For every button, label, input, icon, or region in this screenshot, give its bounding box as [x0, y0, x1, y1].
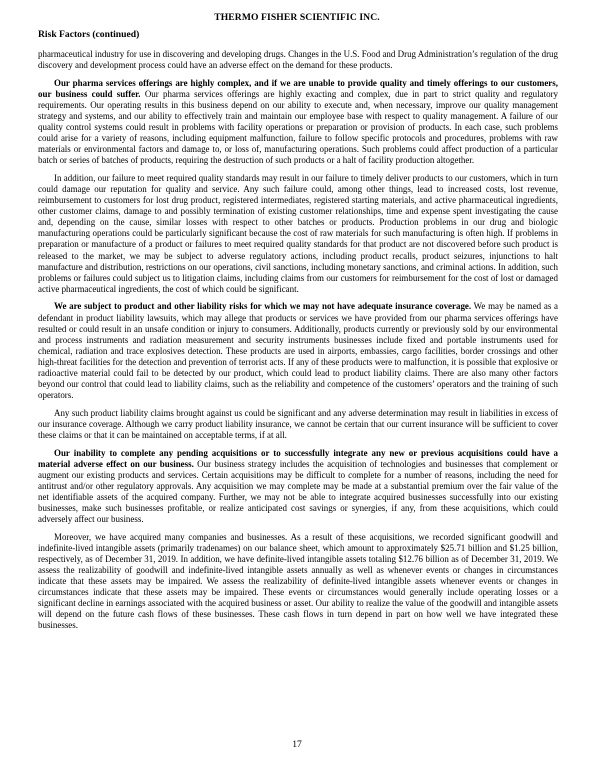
paragraph-text: Our business strategy includes the acquisition of technologies and businesses that complement or augment our existing products and services. Certain acquisitions may be difficult to complete for a number of reasons, including the need for antitrust and/or other regulatory approvals. Any acquisition we may complete may be made at a substantial premium over the fair value of the net identifiable assets of the acquired company. Further, we may not be able to integrate acquired businesses successfully into our existing businesses, make such businesses profitable, or realize anticipated cost savings or synergies, if any, from these acquisitions, which could adversely affect our business.: [38, 458, 559, 525]
document-body: [38, 49, 558, 638]
page-number: 17: [292, 739, 302, 750]
paragraph-heading: Our inability to complete any pending acquisitions or to successfully integrate any new or previous acquisitions could have a material adverse effect on our business.: [38, 447, 558, 469]
paragraph-text: Any such product liability claims brought against us could be significant and any adverse determination may result in liabilities in excess of our insurance coverage. Although we carry product liability insurance, we cannot be certain that our current insurance will be sufficient to cover these claims or that it can be maintained on acceptable terms, if at all.: [38, 407, 558, 440]
paragraph-text: In addition, our failure to meet required quality standards may result in our failure to timely deliver products to our customers, which in turn could damage our reputation for quality and service. Any such failure could, among other things, lead to increased costs, lost revenue, reimbursement to customers for lost drug product, registered intermediates, registered starting materials, and active pharmaceutical ingredients, other customer claims, damage to and possibly termination of existing customer relationships, time and expense spent investigating the cause and, depending on the cause, similar losses with respect to other batches or products. Production problems in our drug and biologic manufacturing operations could be particularly significant because the cost of raw materials for such manufacturing is often high. If problems in preparation or manufacture of a product or failures to meet required quality standards for that product are not discovered before such product is released to the market, we may be subject to adverse regulatory actions, including product recalls, product seizures, injunctions to halt manufacture and distribution, restrictions on our operations, civil sanctions, including monetary sanctions, and criminal actions. In addition, such problems or failures could subject us to litigation claims, including claims from our customers for reimbursement for the cost of lost or damaged active pharmaceutical ingredients, the cost of which could be significant.: [38, 172, 558, 294]
company-header: THERMO FISHER SCIENTIFIC INC.: [214, 12, 380, 23]
paragraph-acquisitions: [38, 448, 558, 526]
paragraph-text: We may be named as a defendant in product liability lawsuits, which may allege that products or services we have provided from our pharma services offerings have resulted or could result in an unsafe condition or injury to consumers. Additionally, products currently or previously sold by our environmental and process instruments and radiation measurement and security instruments businesses include fixed and portable instruments used for chemical, radiation and trace explosives detection. These products are used in airports, embassies, cargo facilities, border crossings and other high-threat facilities for the detection and prevention of terrorist acts. If any of these products were to malfunction, it is possible that explosive or radioactive material could fail to be detected by our product, which could lead to product liability claims. There are also many other factors beyond our control that could lead to liability claims, such as the reliability and competence of the customers’ operators and the training of such operators.: [38, 301, 558, 401]
paragraph-quality-standards: [38, 173, 558, 295]
paragraph-heading: Our pharma services offerings are highly complex, and if we are unable to provide quality and timely offerings to our customers, our business could suffer.: [38, 77, 558, 99]
paragraph-continuation: [38, 49, 558, 71]
section-title: Risk Factors (continued): [38, 29, 140, 40]
paragraph-pharma-services: [38, 78, 558, 167]
paragraph-product-liability: [38, 301, 558, 401]
paragraph-text: Our pharma services offerings are highly exacting and complex, due in part to strict quality and regulatory requirements. Our operating results in this business depend on our ability to execute and, when necessary, improve our quality management strategy and systems, and our ability to effectively train and maintain our employee base with respect to quality management. A failure of our quality control systems could result in problems with facility operations or preparation or provision of products. In each case, such problems could arise for a variety of reasons, including equipment malfunction, failure to follow specific protocols and procedures, problems with raw materials or environmental factors and damage to, or loss of, manufacturing operations. Such problems could affect production of a particular batch or series of batches of products, requiring the destruction of such products or a halt of facility production altogether.: [38, 88, 558, 166]
paragraph-heading: We are subject to product and other liability risks for which we may not have adequate insurance coverage.: [54, 301, 472, 312]
paragraph-text: Moreover, we have acquired many companies and businesses. As a result of these acquisitions, we recorded significant goodwill and indefinite-lived intangible assets (primarily tradenames) on our balance sheet, which amount to approximately $25.71 billion and $1.25 billion, respectively, as of December 31, 2019. In addition, we have definite-lived intangible assets totaling $12.76 billion as of December 31, 2019. We assess the realizability of goodwill and indefinite-lived intangible assets annually as well as whenever events or changes in circumstances indicate that these assets may be impaired. We assess the realizability of definite-lived intangible assets whenever events or changes in circumstances indicate that these assets may be impaired. These events or circumstances would generally include operating losses or a significant decline in earnings associated with the acquired business or asset. Our ability to realize the value of the goodwill and intangible assets will depend on the future cash flows of these businesses. These cash flows in turn depend in part on how well we have integrated these businesses.: [38, 531, 558, 631]
paragraph-goodwill: [38, 532, 558, 632]
paragraph-text: pharmaceutical industry for use in discovering and developing drugs. Changes in the U.S. Food and Drug Administration’s regulation of the drug discovery and development process could have an adverse effect on the demand for these products.: [38, 49, 558, 71]
paragraph-liability-claims: [38, 408, 558, 441]
